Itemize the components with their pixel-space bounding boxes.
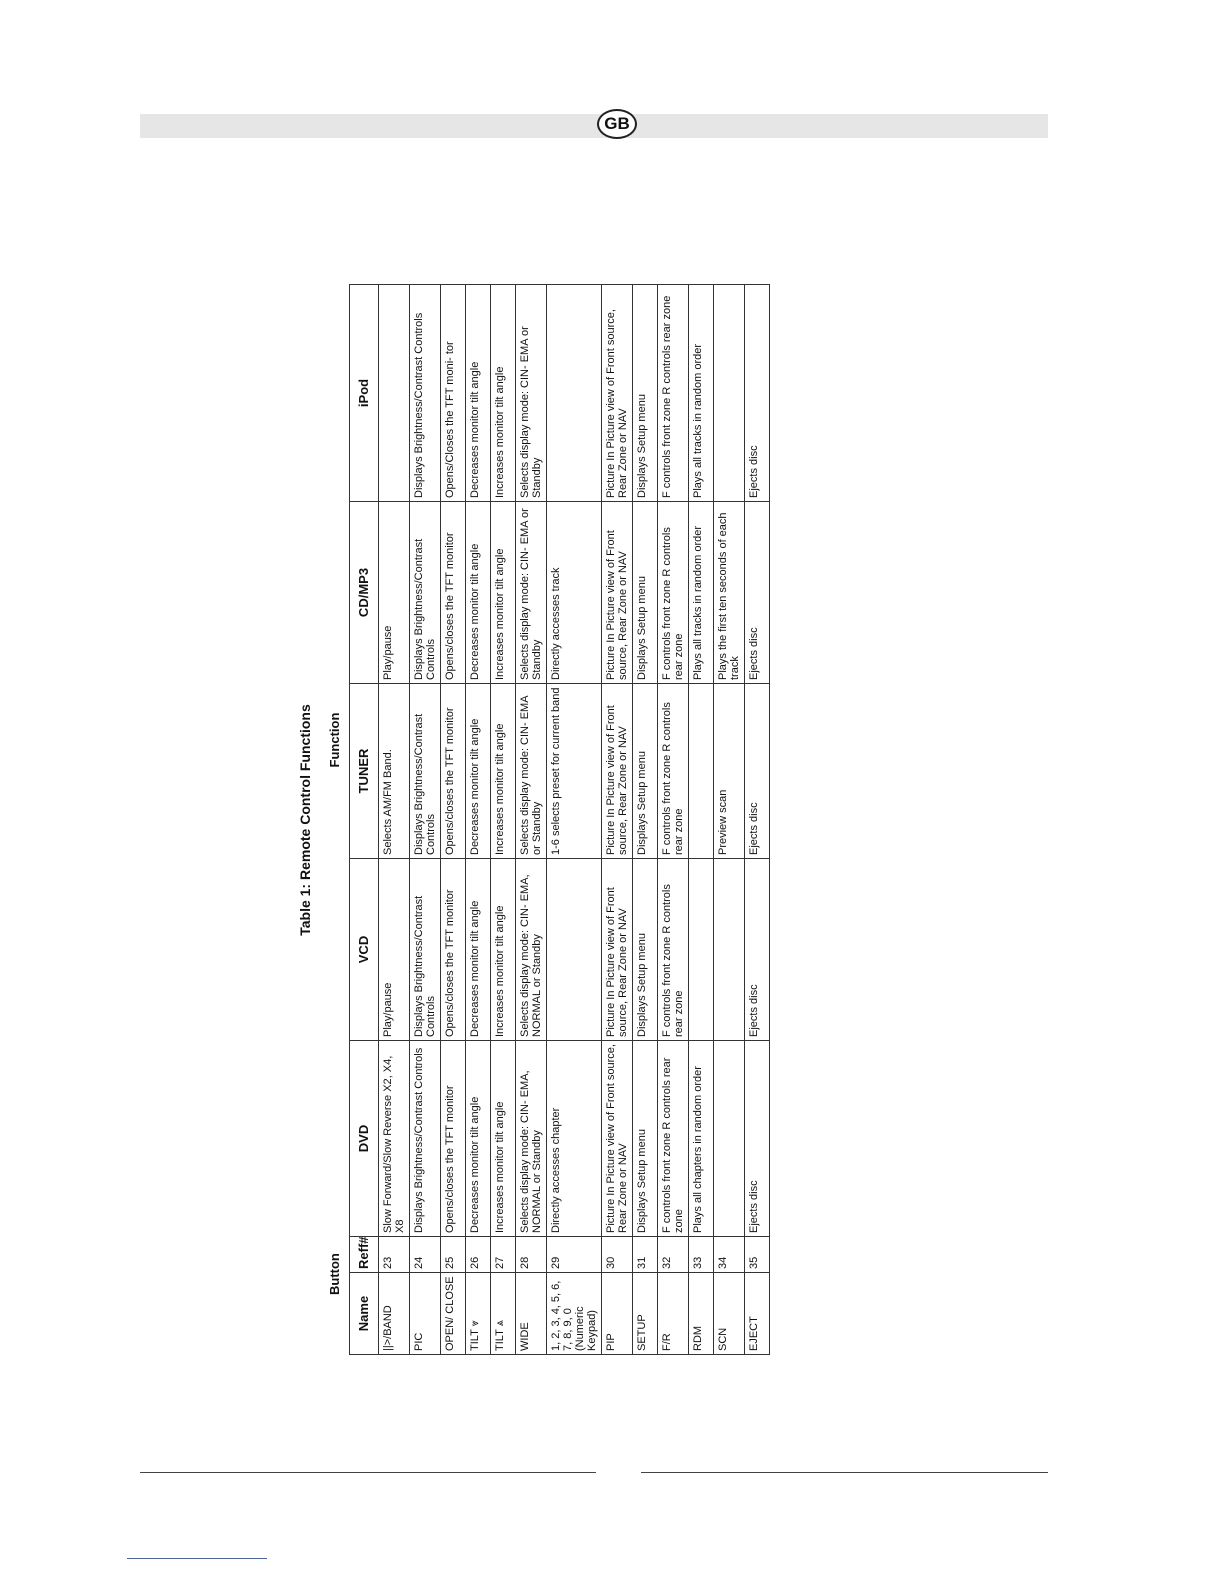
table-cell: Displays Setup menu bbox=[633, 502, 658, 684]
table-cell: Opens/closes the TFT monitor bbox=[441, 684, 466, 859]
table-cell: 29 bbox=[547, 1237, 602, 1273]
table-cell: Increases monitor tilt angle bbox=[491, 285, 516, 502]
table-cell: 26 bbox=[466, 1237, 491, 1273]
table-cell: Plays all chapters in random order bbox=[689, 1041, 714, 1237]
table-cell: Selects display mode: CIN- EMA, NORMAL or Standby bbox=[516, 859, 547, 1041]
col-header-dvd: DVD bbox=[350, 1041, 379, 1237]
table-cell: F controls front zone R controls rear zone bbox=[658, 859, 689, 1041]
footer-rule-left bbox=[140, 1472, 596, 1473]
table-row bbox=[466, 285, 491, 1355]
table-cell: 23 bbox=[379, 1237, 410, 1273]
table-cell: Directly accesses chapter bbox=[547, 1041, 602, 1237]
table-cell: Play/pause bbox=[379, 502, 410, 684]
table-cell: Displays Brightness/Contrast Controls bbox=[410, 502, 441, 684]
table-cell: 28 bbox=[516, 1237, 547, 1273]
table-cell: Plays all tracks in random order bbox=[689, 285, 714, 502]
table-cell: 30 bbox=[602, 1237, 633, 1273]
table-cell: Displays Setup menu bbox=[633, 285, 658, 502]
table-cell: Ejects disc bbox=[745, 684, 770, 859]
table-cell: Plays all tracks in random order bbox=[689, 502, 714, 684]
table-cell: 33 bbox=[689, 1237, 714, 1273]
table-cell: EJECT bbox=[745, 1273, 770, 1355]
table-cell: Ejects disc bbox=[745, 1041, 770, 1237]
table-cell: F controls front zone R controls rear zone bbox=[658, 502, 689, 684]
table-cell: Picture In Picture view of Front source, Rear Zone or NAV bbox=[602, 684, 633, 859]
table-cell: 27 bbox=[491, 1237, 516, 1273]
table-cell: Opens/Closes the TFT moni- tor bbox=[441, 285, 466, 502]
table-row bbox=[410, 285, 441, 1355]
table-cell: SCN bbox=[714, 1273, 745, 1355]
table-cell: Opens/closes the TFT monitor bbox=[441, 1041, 466, 1237]
table-cell: PIP bbox=[602, 1273, 633, 1355]
table-cell: Plays the first ten seconds of each track bbox=[714, 502, 745, 684]
table-cell bbox=[689, 684, 714, 859]
table-cell: Directly accesses track bbox=[547, 502, 602, 684]
table-cell bbox=[689, 859, 714, 1041]
table-header-row bbox=[350, 285, 379, 1355]
table-cell: Displays Brightness/Contrast Controls bbox=[410, 859, 441, 1041]
table-cell: F/R bbox=[658, 1273, 689, 1355]
table-cell: Ejects disc bbox=[745, 859, 770, 1041]
table-cell: Displays Setup menu bbox=[633, 684, 658, 859]
table-cell: 1, 2, 3, 4, 5, 6, 7, 8, 9, 0 (Numeric Keypad) bbox=[547, 1273, 602, 1355]
table-cell: Increases monitor tilt angle bbox=[491, 502, 516, 684]
footer-rule-right bbox=[641, 1472, 1048, 1473]
table-cell: Selects display mode: CIN- EMA or Standby bbox=[516, 285, 547, 502]
table-cell bbox=[714, 285, 745, 502]
table-cell: Displays Setup menu bbox=[633, 859, 658, 1041]
table-cell: PIC bbox=[410, 1273, 441, 1355]
table-cell: TILT ⩔ bbox=[466, 1273, 491, 1355]
table-cell: Opens/closes the TFT monitor bbox=[441, 859, 466, 1041]
language-badge: GB bbox=[597, 109, 637, 139]
table-cell: Picture In Picture view of Front source, Rear Zone or NAV bbox=[602, 1041, 633, 1237]
table-cell: Displays Brightness/Contrast Controls bbox=[410, 1041, 441, 1237]
table-row bbox=[689, 285, 714, 1355]
table-cell: Play/pause bbox=[379, 859, 410, 1041]
table-cell: 35 bbox=[745, 1237, 770, 1273]
table-cell: 24 bbox=[410, 1237, 441, 1273]
table-cell: ||>/BAND bbox=[379, 1273, 410, 1355]
table-cell: Decreases monitor tilt angle bbox=[466, 285, 491, 502]
header-band bbox=[140, 114, 1048, 138]
table-cell: Increases monitor tilt angle bbox=[491, 684, 516, 859]
col-header-cdmp3: CD/MP3 bbox=[350, 502, 379, 684]
table-row bbox=[658, 285, 689, 1355]
table-cell: Preview scan bbox=[714, 684, 745, 859]
table-row bbox=[441, 285, 466, 1355]
table-cell: RDM bbox=[689, 1273, 714, 1355]
table-cell: SETUP bbox=[633, 1273, 658, 1355]
group-label-function: Function bbox=[327, 712, 342, 768]
remote-control-table bbox=[349, 284, 770, 1355]
table-cell: Displays Brightness/Contrast Controls bbox=[410, 285, 441, 502]
table-cell bbox=[547, 285, 602, 502]
table-cell: Picture In Picture view of Front source, Rear Zone or NAV bbox=[602, 859, 633, 1041]
table-cell: Decreases monitor tilt angle bbox=[466, 859, 491, 1041]
table-cell: 34 bbox=[714, 1237, 745, 1273]
table-row bbox=[745, 285, 770, 1355]
table-cell: 1-6 selects preset for current band bbox=[547, 684, 602, 859]
table-cell bbox=[714, 1041, 745, 1237]
table-row bbox=[491, 285, 516, 1355]
col-header-tuner: TUNER bbox=[350, 684, 379, 859]
table-cell: 31 bbox=[633, 1237, 658, 1273]
table-cell: 32 bbox=[658, 1237, 689, 1273]
table-cell: Selects display mode: CIN- EMA or Standby bbox=[516, 502, 547, 684]
table-cell: F controls front zone R controls rear zone bbox=[658, 684, 689, 859]
table-cell: Decreases monitor tilt angle bbox=[466, 684, 491, 859]
table-cell: Decreases monitor tilt angle bbox=[466, 502, 491, 684]
table-cell: Picture In Picture view of Front source, Rear Zone or NAV bbox=[602, 285, 633, 502]
table-cell: Increases monitor tilt angle bbox=[491, 1041, 516, 1237]
table-row bbox=[516, 285, 547, 1355]
table-cell: F controls front zone R controls rear zone bbox=[658, 285, 689, 502]
table-row bbox=[547, 285, 602, 1355]
table-row bbox=[633, 285, 658, 1355]
table-cell: 25 bbox=[441, 1237, 466, 1273]
table-cell: Selects display mode: CIN- EMA, NORMAL or Standby bbox=[516, 1041, 547, 1237]
table-cell: Opens/closes the TFT monitor bbox=[441, 502, 466, 684]
table-cell: Decreases monitor tilt angle bbox=[466, 1041, 491, 1237]
table-cell: F controls front zone R controls rear zone bbox=[658, 1041, 689, 1237]
table-cell: Ejects disc bbox=[745, 285, 770, 502]
table-row bbox=[714, 285, 745, 1355]
table-cell: Selects AM/FM Band. bbox=[379, 684, 410, 859]
table-cell: Selects display mode: CIN- EMA or Standby bbox=[516, 684, 547, 859]
col-header-name: Name bbox=[350, 1273, 379, 1355]
table-cell: OPEN/ CLOSE bbox=[441, 1273, 466, 1355]
col-header-reff: Reff# bbox=[350, 1237, 379, 1273]
table-title: Table 1: Remote Control Functions bbox=[297, 704, 313, 936]
table-cell bbox=[547, 859, 602, 1041]
group-label-button: Button bbox=[327, 1253, 342, 1295]
table-row bbox=[379, 285, 410, 1355]
table-cell bbox=[379, 285, 410, 502]
table-cell: Picture In Picture view of Front source, Rear Zone or NAV bbox=[602, 502, 633, 684]
table-cell: Increases monitor tilt angle bbox=[491, 859, 516, 1041]
table-cell: Displays Setup menu bbox=[633, 1041, 658, 1237]
table-cell: TILT ⩓ bbox=[491, 1273, 516, 1355]
col-header-ipod: iPod bbox=[350, 285, 379, 502]
table-cell: Ejects disc bbox=[745, 502, 770, 684]
col-header-vcd: VCD bbox=[350, 859, 379, 1041]
table-container bbox=[293, 285, 833, 1355]
footer-link-underline bbox=[127, 1558, 267, 1559]
table-cell: Slow Forward/Slow Reverse X2, X4, X8 bbox=[379, 1041, 410, 1237]
table-cell: Displays Brightness/Contrast Controls bbox=[410, 684, 441, 859]
table-cell bbox=[714, 859, 745, 1041]
table-cell: WIDE bbox=[516, 1273, 547, 1355]
table-row bbox=[602, 285, 633, 1355]
rotated-table-area bbox=[293, 285, 833, 1355]
